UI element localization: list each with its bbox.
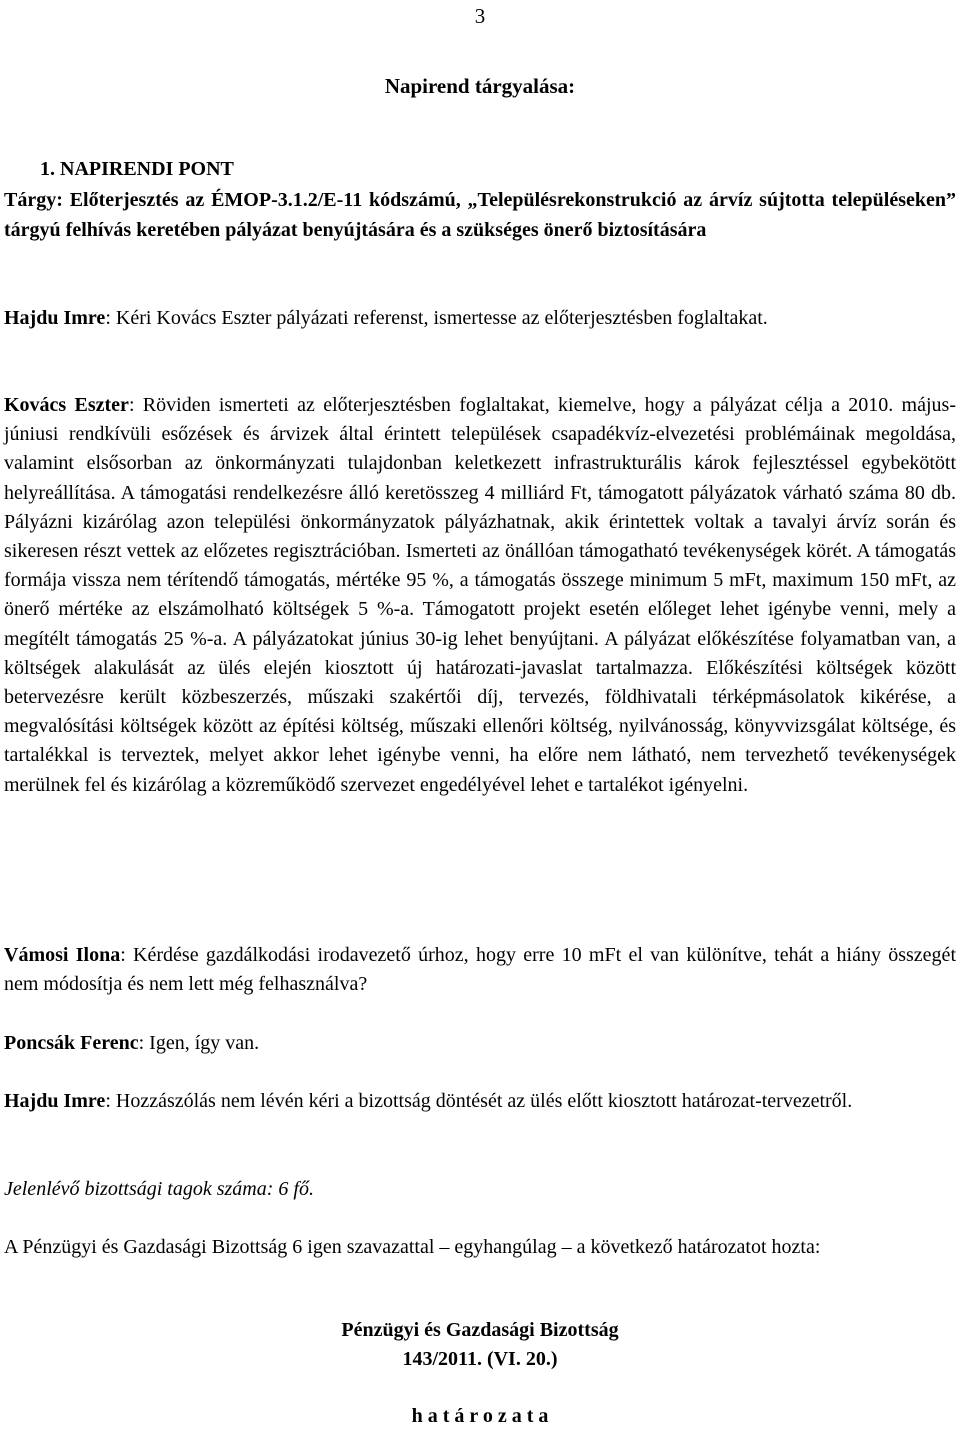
- speech-text: : Kéri Kovács Eszter pályázati referenst, ismertesse az előterjesztésben foglaltakat.: [105, 307, 768, 329]
- speaker-name: Poncsák Ferenc: [4, 1032, 139, 1054]
- speaker-name: Vámosi Ilona: [4, 944, 121, 966]
- speech-paragraph: [4, 391, 956, 800]
- attendance-note: Jelenlévő bizottsági tagok száma: 6 fő.: [4, 1178, 314, 1200]
- speech-text: : Igen, így van.: [138, 1032, 260, 1054]
- speaker-name: Hajdu Imre: [4, 307, 106, 329]
- speech-paragraph: [4, 1029, 956, 1058]
- resolution-number: 143/2011. (VI. 20.): [402, 1348, 558, 1370]
- speech-paragraph: [4, 304, 956, 333]
- speech-paragraph: [4, 941, 956, 999]
- committee-name: Pénzügyi és Gazdasági Bizottság: [341, 1319, 619, 1341]
- speech-text: : Hozzászólás nem lévén kéri a bizottság döntését az ülés előtt kiosztott határozat-tervezetről.: [105, 1090, 853, 1112]
- speaker-name: Kovács Eszter: [4, 394, 129, 416]
- resolution-label: h a t á r o z a t a: [411, 1405, 549, 1427]
- vote-text: A Pénzügyi és Gazdasági Bizottság 6 igen szavazattal – egyhangúlag – a következő határozatot hozta:: [4, 1236, 821, 1258]
- agenda-title: 1. NAPIRENDI PONT: [40, 158, 234, 180]
- page-heading: Napirend tárgyalása:: [384, 74, 576, 98]
- agenda-subject: Tárgy: Előterjesztés az ÉMOP-3.1.2/E-11 kódszámú, „Településrekonstrukció az árvíz sújtotta településeken” tárgyú felhívás keretében pályázat benyújtására és a szükséges önerő biztosítására: [4, 189, 956, 241]
- speaker-name: Hajdu Imre: [4, 1090, 106, 1112]
- page-number: 3: [474, 4, 486, 28]
- speech-text: : Kérdése gazdálkodási irodavezető úrhoz, hogy erre 10 mFt el van különítve, tehát a hiány összegét nem módosítja és nem lett még felhasználva?: [4, 944, 956, 996]
- speech-paragraph: [4, 1087, 956, 1116]
- speech-text: : Röviden ismerteti az előterjesztésben foglaltakat, kiemelve, hogy a pályázat célja a 2010. május-júniusi rendkívüli esőzések és árvizek által érintett települések csapadékvíz-elvezetési problémáinak megoldása, valamint elsősorban az önkormányzati tulajdonban keletkezett infrastrukturális károk fejlesztéssel egybekötött helyreállítása. A támogatási rendelkezésre álló keretösszeg 4 milliárd Ft, támogatott pályázatok várható száma 80 db. Pályázni kizárólag azon települési önkormányzatok pályázhatnak, akik érintettek voltak a tavalyi árvíz során és sikeresen részt vettek az előzetes regisztrációban. Ismerteti az önállóan támogatható tevékenységek körét. A támogatás formája vissza nem térítendő támogatás, mértéke 95 %, a támogatás összege minimum 5 mFt, maximum 150 mFt, az önerő mértéke az elszámolható költségek 5 %-a. Támogatott projekt esetén előleget lehet igénybe venni, mely a megítélt támogatás 25 %-a. A pályázatokat június 30-ig lehet benyújtani. A pályázat előkészítése folyamatban van, a költségek alakulását az ülés elején kiosztott új határozati-javaslat tartalmazza. Előkészítési költségek között betervezésre került közbeszerzés, műszaki szakértői díj, tervezés, földhivatali térképmásolatok kikérése, a megvalósítási költségek között az építési költség, műszaki ellenőri költség, nyilvánosság, könyvvizsgálat költsége, és tartalékkal is terveztek, melyet akkor lehet igénybe venni, ha előre nem látható, nem tervezhető tevékenységek merülnek fel és kizárólag a közreműködő szervezet engedélyével lehet e tartalékot igényelni.: [4, 394, 956, 796]
